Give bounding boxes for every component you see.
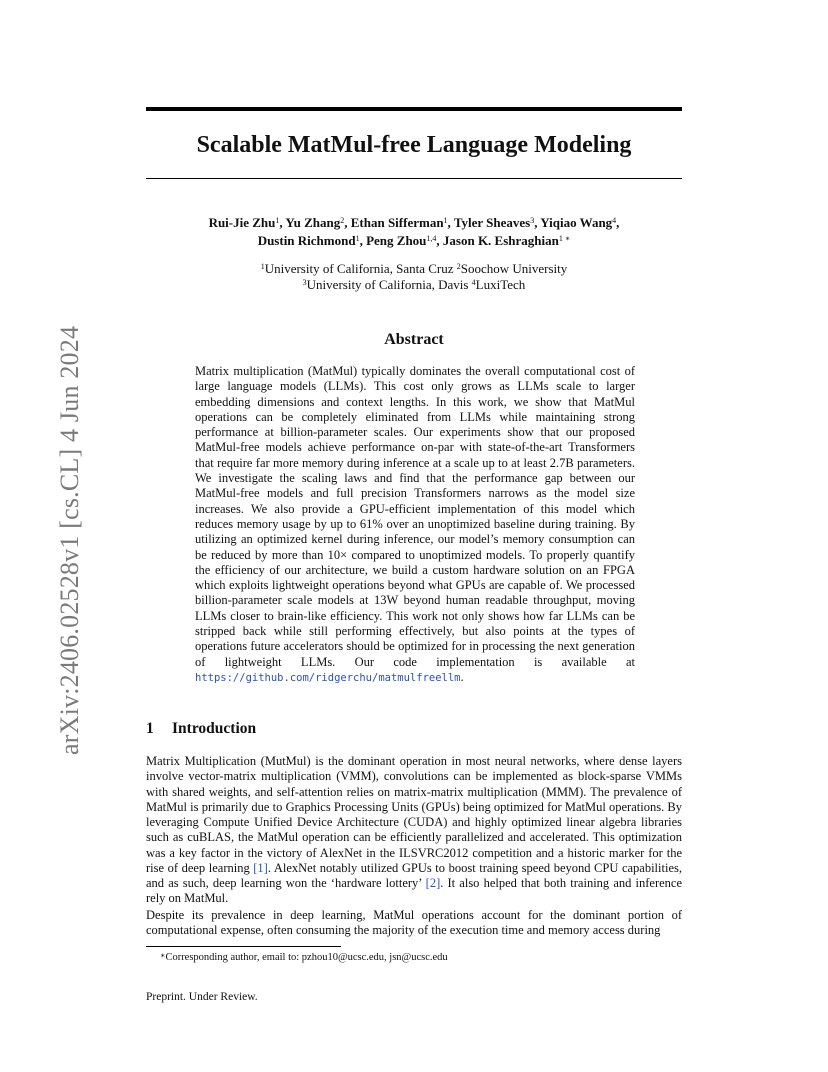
author-affiliation-mark: 2 [340,216,345,225]
section-title: Introduction [172,720,257,737]
footnote-mark: ∗ [160,951,166,960]
author-affiliation-mark: 1 ∗ [558,234,571,243]
introduction-paragraph: Matrix Multiplication (MutMul) is the dominant operation in most neural networks, where dense layers involve vector-matrix multiplication (VMM), convolutions can be implemented as block-sparse VMMs with shared weights, and self-attention relies on matrix-matrix multiplication (MMM). The prevalence of MatMul is primarily due to Graphics Processing Units (GPUs) being optimized for MatMul operations. By leveraging Compute Unified Device Architecture (CUDA) and highly optimized linear algebra libraries such as cuBLAS, the MatMul operation can be efficiently parallelized and accelerated. This optimization was a key factor in the victory of AlexNet in the ILSVRC2012 competition and a historic marker for the rise of deep learning [1]. AlexNet notably utilized GPUs to boost training speed beyond CPU capabilities, and as such, deep learning won the ‘hardware lottery’ [2]. It also helped that both training and inference rely on MatMul. [146,754,682,906]
author-name: Rui-Jie Zhu [208,215,276,230]
affiliation-number: 1 [260,262,265,271]
affiliation-name: Soochow University [460,261,568,276]
affiliation-name: University of California, Santa Cruz [264,261,457,276]
introduction-paragraph: Despite its prevalence in deep learning, MatMul operations account for the dominant portion of computational expense, often consuming the majority of the execution time and memory access during [146,908,682,938]
footnote-text: Corresponding author, email to: pzhou10@ucsc.edu, jsn@ucsc.edu [165,952,448,963]
author-name: Yu Zhang [285,215,341,230]
author-list: Rui-Jie Zhu$^1$, Yu Zhang$^2$, Ethan Sifferman$^1$, Tyler Sheaves$^3$, Yiqiao Wang$^4$, Dustin Richmond$^1$, Peng Zhou$^{1,4}$, Jason K. Eshraghian$^{1 ∗}$ [208,215,620,248]
affiliation-name: University of California, Davis [306,277,472,292]
affiliation-list [146,261,682,293]
author-affiliation-mark: 1 [443,216,448,225]
citation-link[interactable]: [1] [253,860,268,875]
author-name: Peng Zhou [366,233,427,248]
author-name: Yiqiao Wang [540,215,613,230]
abstract-body: Matrix multiplication (MatMul) typically dominates the overall computational cost of large language models (LLMs). This cost only grows as LLMs scale to larger embedding dimensions and context lengths. In this work, we show that MatMul operations can be completely eliminated from LLMs while maintaining strong performance at billion-parameter scales. Our experiments show that our proposed MatMul-free models achieve performance on-par with state-of-the-art Transformers that require far more memory during inference at a scale up to at least 2.7B parameters. We investigate the scaling laws and find that the performance gap between our MatMul-free models and full precision Transformers narrows as the model size increases. We also provide a GPU-efficient implementation of this model which reduces memory usage by up to 61% over an unoptimized baseline during training. By utilizing an optimized kernel during inference, our model’s memory consumption can be reduced by more than 10× compared to unoptimized models. To properly quantify the efficiency of our architecture, we build a custom hardware solution on an FPGA which exploits lightweight operations beyond what GPUs are capable of. We processed billion-parameter scale models at 13W beyond human readable throughput, moving LLMs closer to brain-like efficiency. This work not only shows how far LLMs can be stripped back while still performing effectively, but also points at the types of operations future accelerators should be optimized for in processing the next generation of lightweight LLMs. Our code implementation is available at https://github.com/ridgerchu/matmulfreellm. [195,364,635,684]
abstract-heading: Abstract [384,331,444,348]
footnote-rule [146,946,341,947]
section-number: 1 [146,720,154,737]
author-affiliation-mark: 3 [530,216,535,225]
title-bottom-rule [146,178,682,179]
author-name: Dustin Richmond [257,233,356,248]
citation-link[interactable]: [2] [425,876,441,890]
code-repository-link[interactable]: https://github.com/ridgerchu/matmulfreellm [195,671,461,684]
abstract-text: Matrix multiplication (MatMul) typically dominates the overall computational cost of large language models (LLMs). This cost only grows as LLMs scale to larger embedding dimensions and context lengths. In this work, we show that MatMul operations can be completely eliminated from LLMs while maintaining strong performance at billion-parameter scales. Our experiments show that our proposed MatMul-free models achieve performance on-par with state-of-the-art Transformers that require far more memory during inference at a scale up to at least 2.7B parameters. We investigate the scaling laws and find that the performance gap between our MatMul-free models and full precision Transformers narrows as the model size increases. We also provide a GPU-efficient implementation of this model which reduces memory usage by up to 61% over an unoptimized baseline during training. By utilizing an optimized kernel during inference, our model’s memory consumption can be reduced by more than 10× compared to unoptimized models. To properly quantify the efficiency of our architecture, we build a custom hardware solution on an FPGA which exploits lightweight operations beyond what GPUs are capable of. We processed billion-parameter scale models at 13W beyond human readable throughput, moving LLMs closer to brain-like efficiency. This work not only shows how far LLMs can be stripped back while still performing effectively, but also points at the types of operations future accelerators should be optimized for in processing the next generation of lightweight LLMs. Our code implementation is available at [195,364,635,669]
title-top-rule [146,107,682,111]
page-footer: Preprint. Under Review. [146,991,258,1003]
arxiv-identifier-text: arXiv:2406.02528v1 [cs.CL] 4 Jun 2024 [55,325,84,755]
author-affiliation-mark: 1 [275,216,280,225]
arxiv-identifier-stamp [22,300,84,755]
affiliation-number: 3 [302,278,307,287]
affiliation-number: 4 [471,278,476,287]
author-affiliation-mark: 1,4 [426,234,437,243]
footnote [160,951,660,964]
affiliation-number: 2 [456,262,461,271]
paper-title: Scalable MatMul-free Language Modeling [196,132,632,158]
section-heading-introduction [146,719,682,739]
author-name: Jason K. Eshraghian [442,233,559,248]
author-affiliation-mark: 4 [612,216,617,225]
affiliation-name: LuxiTech [475,277,526,292]
author-name: Ethan Sifferman [350,215,444,230]
author-name: Tyler Sheaves [453,215,531,230]
author-affiliation-mark: 1 [355,234,360,243]
